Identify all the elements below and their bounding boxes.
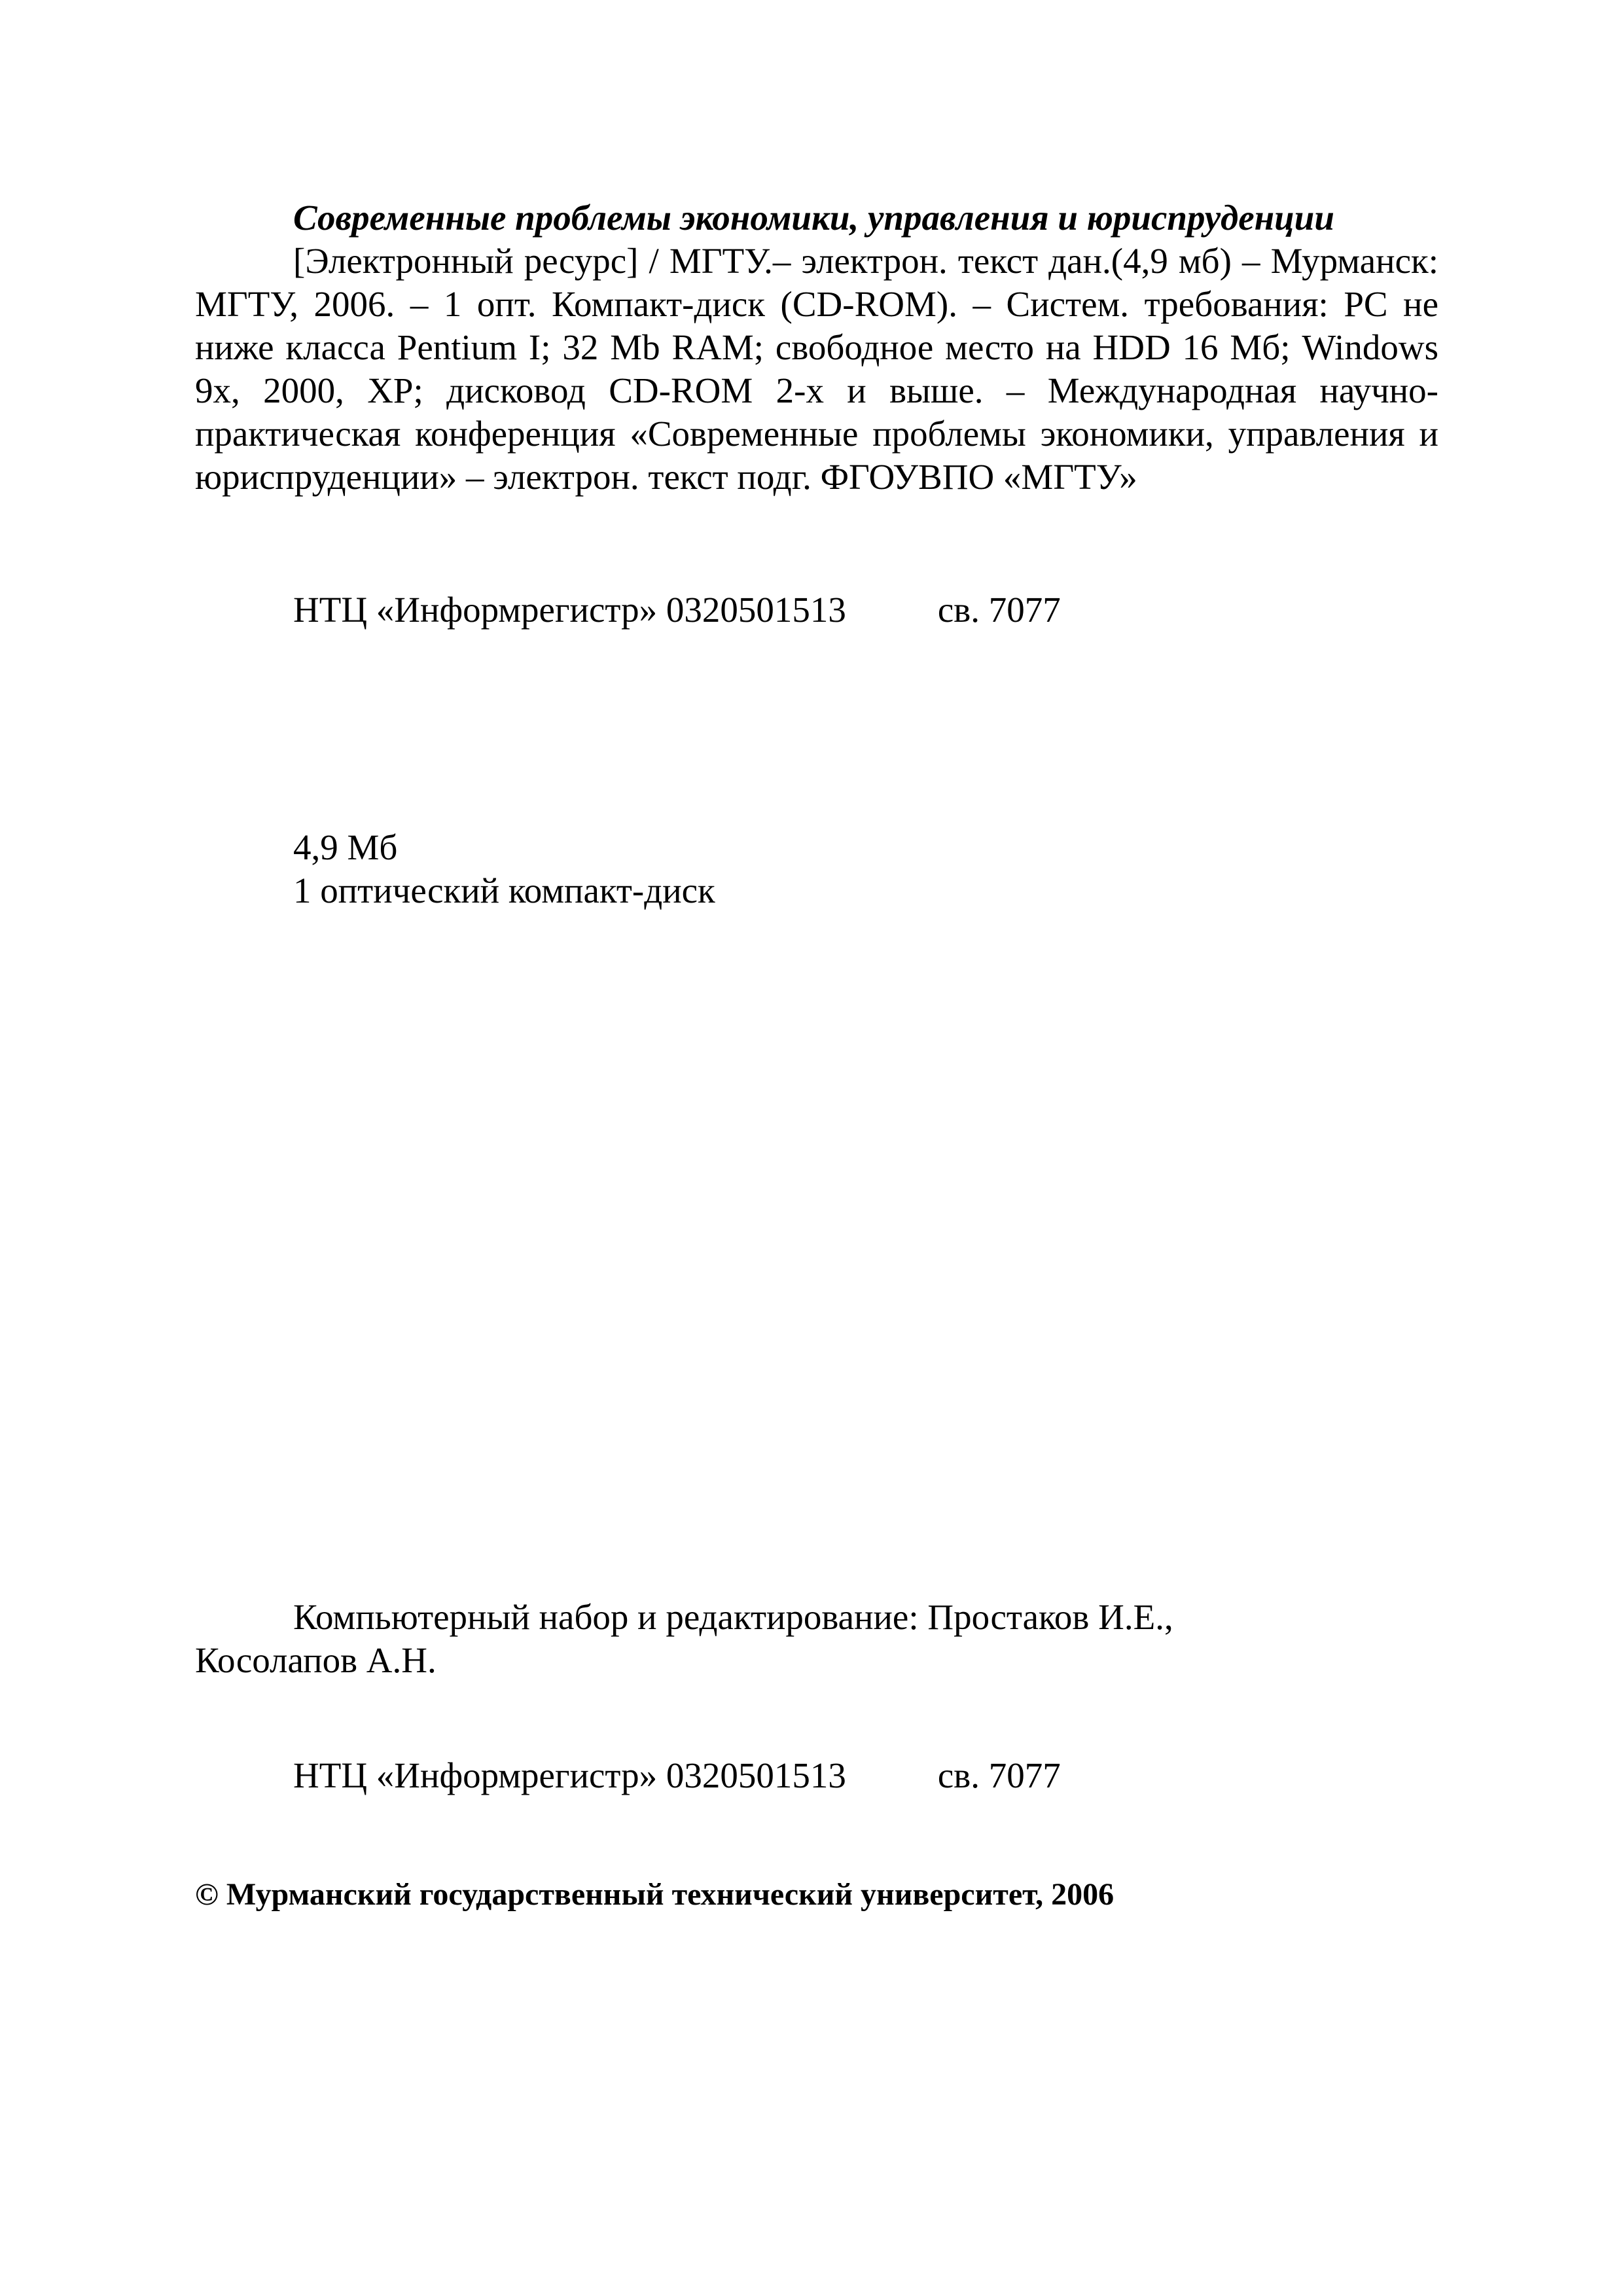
copyright-notice: © Мурманский государственный технический университет, 2006 xyxy=(195,1877,1115,1912)
file-size: 4,9 Мб xyxy=(293,827,398,867)
registration-line xyxy=(293,588,1061,632)
media-description: 1 оптический компакт-диск xyxy=(293,870,715,910)
registry-number: НТЦ «Информрегистр» 0320501513 xyxy=(293,590,846,630)
registry-number: НТЦ «Информрегистр» 0320501513 xyxy=(293,1755,846,1795)
certificate-number: св. 7077 xyxy=(937,590,1061,630)
document-title: Современные проблемы экономики, управления и юриспруденции xyxy=(293,198,1334,238)
credits: Компьютерный набор и редактирование: Простаков И.Е., Косолапов А.Н. xyxy=(195,1597,1173,1680)
registration-line-footer xyxy=(293,1754,1061,1797)
bibliographic-description: [Электронный ресурс] / МГТУ.– электрон. текст дан.(4,9 мб) – Мурманск: МГТУ, 2006. – 1 опт. Компакт-диск (CD-ROM). – Систем. требования: PC не ниже класса Pentium I; 32 Mb RAM; свободное место на HDD 16 Мб; Windows 9х, 2000, XP; дисковод CD-ROM 2-х и выше. – Международная научно-практическая конференция «Современные проблемы экономики, управления и юриспруденции» – электрон. текст подг. ФГОУВПО «МГТУ» xyxy=(195,241,1438,497)
certificate-number: св. 7077 xyxy=(937,1755,1061,1795)
